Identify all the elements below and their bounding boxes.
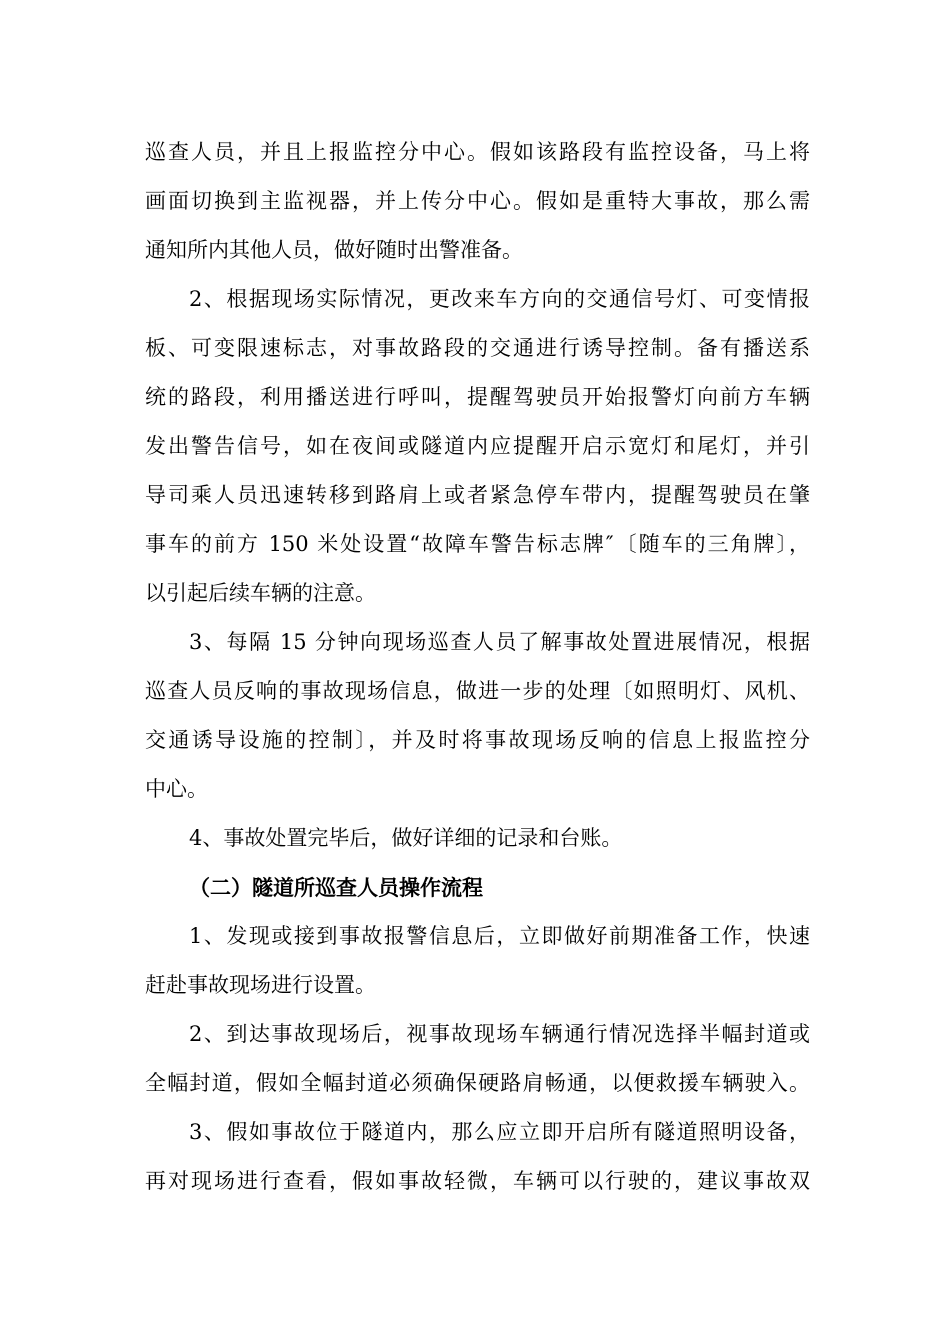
text-line: 画面切换到主监视器，并上传分中心。假如是重特大事故，那么需: [145, 189, 810, 213]
text-line: 导司乘人员迅速转移到路肩上或者紧急停车带内，提醒驾驶员在肇: [145, 483, 810, 507]
section-heading: （二）隧道所巡查人员操作流程: [189, 875, 483, 900]
text-line: 通知所内其他人员，做好随时出警准备。: [145, 238, 523, 262]
paragraph-start-line: 2、到达事故现场后，视事故现场车辆通行情况选择半幅封道或: [189, 1022, 810, 1046]
text-line: 全幅封道，假如全幅封道必须确保硬路肩畅通，以便救援车辆驶入。: [145, 1071, 810, 1095]
text-line: 赶赴事故现场进行设置。: [145, 973, 376, 997]
paragraph-start-line: 2、根据现场实际情况，更改来车方向的交通信号灯、可变情报: [189, 287, 810, 311]
text-line: 再对现场进行查看，假如事故轻微，车辆可以行驶的，建议事故双: [145, 1169, 810, 1193]
paragraph-start-line: 4、事故处置完毕后，做好详细的记录和台账。: [189, 826, 623, 850]
paragraph-start-line: 1、发现或接到事故报警信息后，立即做好前期准备工作，快速: [189, 924, 810, 948]
text-line: 巡查人员，并且上报监控分中心。假如该路段有监控设备，马上将: [145, 140, 810, 164]
text-line: 统的路段，利用播送进行呼叫，提醒驾驶员开始报警灯向前方车辆: [145, 385, 810, 409]
paragraph-start-line: 3、每隔 15 分钟向现场巡查人员了解事故处置进展情况，根据: [189, 630, 810, 654]
text-line: 巡查人员反响的事故现场信息，做进一步的处理〔如照明灯、风机、: [145, 679, 810, 703]
text-line: 中心。: [145, 777, 208, 801]
text-line: 发出警告信号，如在夜间或隧道内应提醒开启示宽灯和尾灯，并引: [145, 434, 810, 458]
text-line: 板、可变限速标志，对事故路段的交通进行诱导控制。备有播送系: [145, 336, 810, 360]
text-line: 交通诱导设施的控制〕，并及时将事故现场反响的信息上报监控分: [145, 728, 810, 752]
paragraph-start-line: 3、假如事故位于隧道内，那么应立即开启所有隧道照明设备，: [189, 1120, 810, 1144]
text-line: 以引起后续车辆的注意。: [145, 581, 376, 605]
document-body: [145, 128, 810, 1206]
text-line: 事车的前方 150 米处设置“故障车警告标志牌″〔随车的三角牌〕，: [145, 532, 810, 556]
